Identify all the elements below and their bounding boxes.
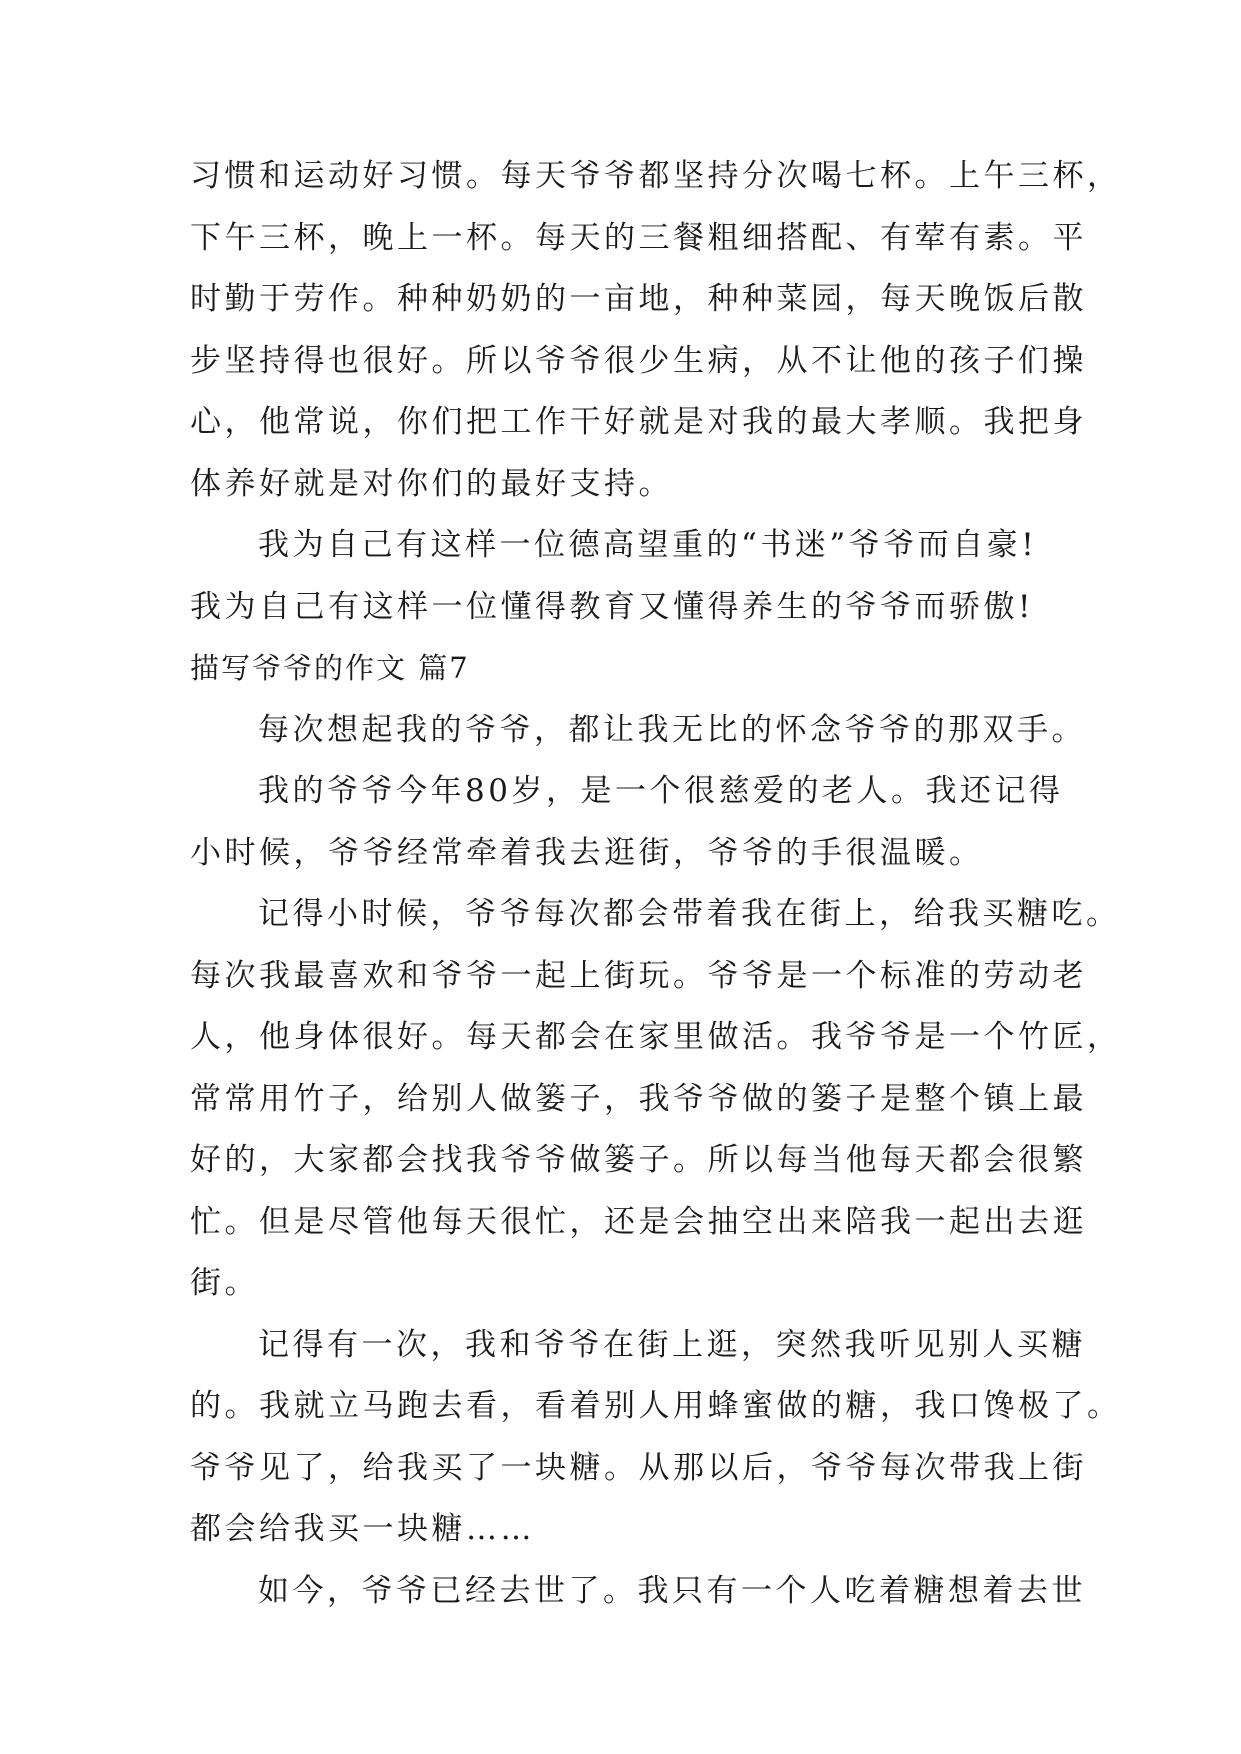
paragraph-start-line: 我的爷爷今年80岁，是一个很慈爱的老人。我还记得 (258, 773, 1064, 809)
text-line: 忙。但是尽管他每天很忙，还是会抽空出来陪我一起出去逛 (190, 1203, 1087, 1240)
text-line: 小时候，爷爷经常牵着我去逛街，爷爷的手很温暖。 (190, 834, 984, 871)
section-heading: 描写爷爷的作文 篇7 (190, 651, 470, 685)
paragraph-start-line: 记得小时候，爷爷每次都会带着我在街上，给我买糖吃。 (258, 896, 1121, 932)
text-line: 都会给我买一块糖…… (190, 1511, 535, 1547)
text-line: 下午三杯，晚上一杯。每天的三餐粗细搭配、有荤有素。平 (190, 219, 1087, 256)
text-line: 爷爷见了，给我买了一块糖。从那以后，爷爷每次带我上街 (190, 1449, 1087, 1486)
text-line: 习惯和运动好习惯。每天爷爷都坚持分次喝七杯。上午三杯， (190, 158, 1122, 194)
text-line: 体养好就是对你们的最好支持。 (190, 465, 673, 502)
paragraph-start-line: 我为自己有这样一位德高望重的“书迷”爷爷而自豪! (258, 527, 1038, 563)
text-line: 常常用竹子，给别人做篓子，我爷爷做的篓子是整个镇上最 (190, 1080, 1087, 1117)
paragraph-start-line: 如今，爷爷已经去世了。我只有一个人吃着糖想着去世 (258, 1572, 1086, 1609)
text-line: 时勤于劳作。种种奶奶的一亩地，种种菜园，每天晚饭后散 (190, 281, 1087, 317)
paragraph-start-line: 每次想起我的爷爷，都让我无比的怀念爷爷的那双手。 (258, 711, 1086, 748)
text-line: 好的，大家都会找我爷爷做篓子。所以每当他每天都会很繁 (190, 1142, 1087, 1178)
text-line: 的。我就立马跑去看，看着别人用蜂蜜做的糖，我口馋极了。 (190, 1388, 1122, 1424)
text-line: 我为自己有这样一位懂得教育又懂得养生的爷爷而骄傲! (190, 588, 1034, 625)
document-page (190, 146, 1122, 1622)
text-line: 街。 (190, 1265, 259, 1301)
text-line: 步坚持得也很好。所以爷爷很少生病，从不让他的孩子们操 (190, 342, 1087, 379)
text-line: 每次我最喜欢和爷爷一起上街玩。爷爷是一个标准的劳动老 (190, 957, 1087, 994)
text-line: 心，他常说，你们把工作干好就是对我的最大孝顺。我把身 (190, 404, 1087, 440)
text-line: 人，他身体很好。每天都会在家里做活。我爷爷是一个竹匠， (190, 1019, 1122, 1055)
paragraph-start-line: 记得有一次，我和爷爷在街上逛，突然我听见别人买糖 (258, 1326, 1086, 1363)
